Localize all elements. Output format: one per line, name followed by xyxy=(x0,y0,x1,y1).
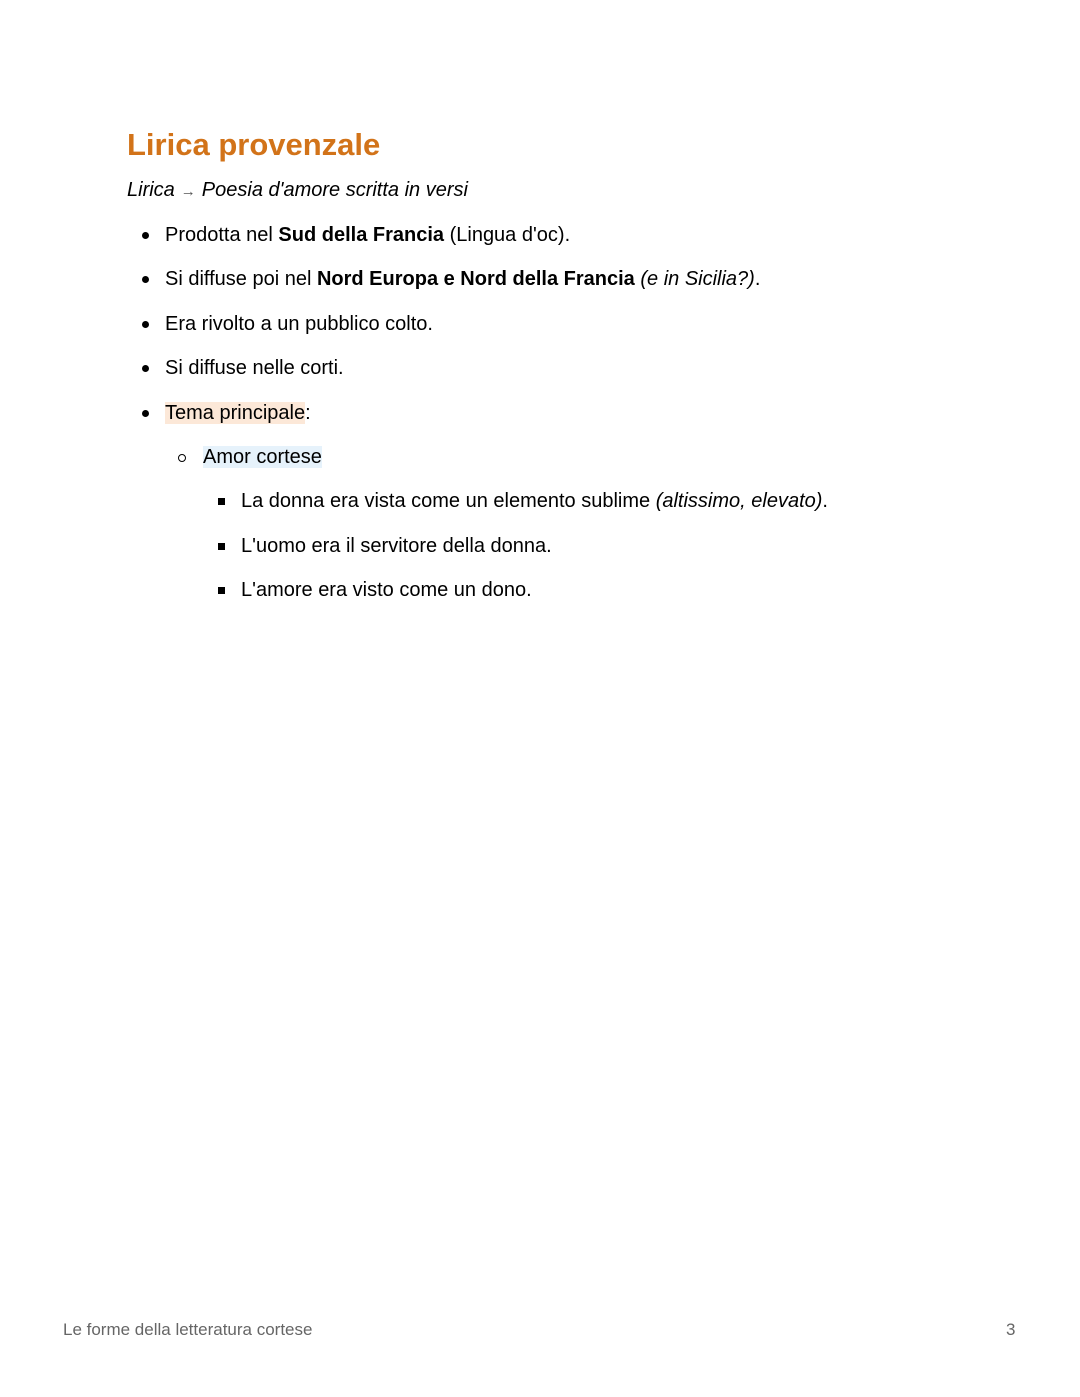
definition-line xyxy=(127,177,468,205)
list-item: Era rivolto a un pubblico colto. xyxy=(165,313,433,335)
list-item: La donna era vista come un elemento sublime (altissimo, elevato). xyxy=(241,490,828,512)
definition-meaning: Poesia d'amore scritta in versi xyxy=(201,179,468,201)
bullet-disc-icon xyxy=(142,232,149,239)
definition-term: Lirica xyxy=(127,179,175,201)
list-item: L'uomo era il servitore della donna. xyxy=(241,535,552,557)
list-item: Prodotta nel Sud della Francia (Lingua d'oc). xyxy=(165,224,571,246)
footer-page-number: 3 xyxy=(1006,1320,1016,1339)
footer-document-title: Le forme della letteratura cortese xyxy=(63,1320,313,1339)
bullet-square-icon xyxy=(218,498,225,505)
arrow-icon: → xyxy=(180,183,196,200)
highlighted-text: Amor cortese xyxy=(203,446,322,468)
bullet-square-icon xyxy=(218,543,225,550)
list-item: Si diffuse poi nel Nord Europa e Nord della Francia (e in Sicilia?). xyxy=(165,268,761,290)
list-item: L'amore era visto come un dono. xyxy=(241,579,532,601)
list-item: Si diffuse nelle corti. xyxy=(165,357,344,379)
bullet-disc-icon xyxy=(142,276,149,283)
bullet-disc-icon xyxy=(142,410,149,417)
list-item xyxy=(203,443,322,471)
bullet-disc-icon xyxy=(142,365,149,372)
list-item: Tema principale: xyxy=(165,402,311,424)
bullet-circle-icon xyxy=(178,454,186,462)
bullet-disc-icon xyxy=(142,321,149,328)
highlighted-text: Tema principale xyxy=(165,402,306,424)
bullet-square-icon xyxy=(218,587,225,594)
page-title: Lirica provenzale xyxy=(127,127,381,162)
